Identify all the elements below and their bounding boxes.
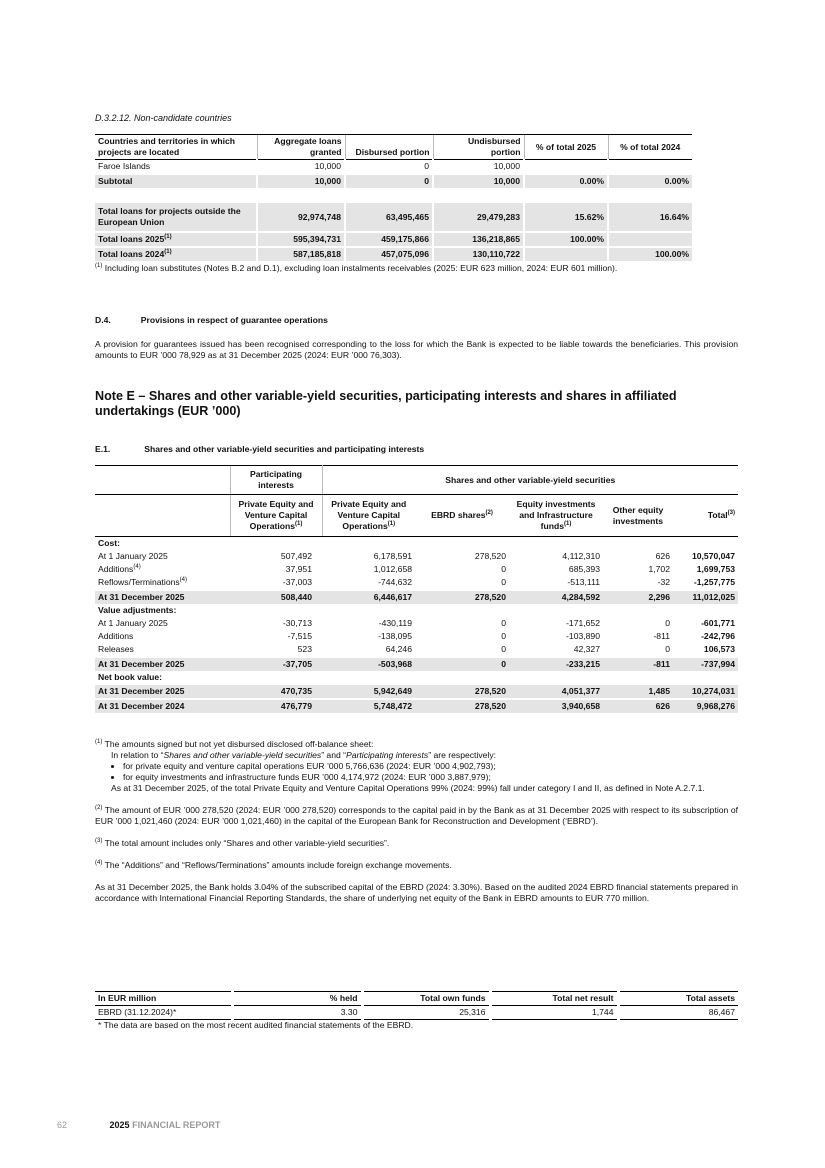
table-cell: 15.62% [524,202,608,232]
table-cell: 508,440 [230,590,322,604]
table-cell [608,232,692,247]
table-cell: 4,112,310 [562,551,600,561]
table-cell: 0 [501,644,506,654]
table-cell: 0 [345,174,433,188]
table-cell: -811 [653,631,670,641]
table-cell [230,604,322,617]
table-cell [230,671,322,685]
row-label: Value adjustments: [98,605,177,615]
table-cell [415,671,509,685]
table-cell: 10,000 [433,160,524,175]
row-label: At 31 December 2025 [95,590,230,604]
table-cell: 0.00% [524,174,608,188]
table-row [95,604,738,617]
table-cell [603,604,673,617]
ebrd-table [95,991,738,1020]
table-cell: 63,495,465 [345,202,433,232]
table-header-cell: Aggregate loans granted [257,135,345,160]
non-candidate-table-wrap [95,134,692,274]
table-cell: 106,573 [703,644,735,654]
ebrd-cell: 1,744 [490,1006,618,1020]
table-cell: -30,713 [282,618,312,628]
footnote-3: $^{(3)}$ The total amount includes only “Shares and other variable-yield securities”. [95,838,390,848]
table-cell: 0 [415,657,509,671]
table-cell: 0 [665,618,670,628]
table-cell: -430,119 [378,618,412,628]
table-cell: 523 [297,644,312,654]
table-cell: 6,178,591 [373,551,412,561]
table-cell: -7,515 [287,631,312,641]
table-cell: -601,771 [701,618,735,628]
table-cell: 5,748,472 [322,699,415,713]
table-cell [509,671,603,685]
table-cell: 3,940,658 [509,699,603,713]
table-cell: 1,012,658 [373,564,412,574]
ebrd-header-cell: In EUR million [95,992,232,1006]
table-header-cell: Undisbursed portion [433,135,524,160]
table-cell: 0 [501,618,506,628]
ebrd-header-cell: % held [232,992,362,1006]
table-cell [509,604,603,617]
table-cell [603,537,673,551]
table-cell: 0 [501,577,506,587]
table-row [95,202,692,232]
table-row [95,247,692,261]
table-cell: 64,246 [385,644,412,654]
footnote-1-bullets [95,761,738,783]
table-cell [524,160,608,175]
table-cell: 0 [665,644,670,654]
table-cell [322,537,415,551]
ebrd-note: * The data are based on the most recent audited financial statements of the EBRD. [98,1020,414,1030]
table-cell: 507,492 [280,551,312,561]
spacer-row [95,188,692,202]
table-cell: Total loans 2025$^{(1)}$ [95,232,257,247]
footnote-4: $^{(4)}$ The “Additions” and “Reflows/Terminations” amounts include foreign exchange movements. [95,860,452,870]
table-cell: 10,000 [433,174,524,188]
table-cell: -37,003 [282,577,312,587]
empty-header [95,495,230,537]
table-cell: 10,000 [257,160,345,175]
footnote-2: $^{(2)}$ The amount of EUR ’000 278,520 (2024: EUR ’000 278,520) corresponds to the capital paid in by the Bank as at 31 December 2025 with respect to its subscription of EUR ’000 1,021,460 (2024: EUR ’000 1,021,460) in the capital of the European Bank for Reconstruction and Development (‘EBRD’). [95,805,738,826]
note-e-title: Note E – Shares and other variable-yield securities, participating interests and shares in affiliated undertakings (EUR ’000) [95,389,677,418]
page-number: 62 [57,1120,68,1130]
table-cell [673,537,738,551]
ebrd-table-wrap [95,991,738,1031]
row-label: Net book value: [98,672,162,682]
footnote-1-category: As at 31 December 2025, of the total Private Equity and Venture Capital Operations 99% (2024: 99%) fall under category I and II, as defined in Note A.2.7.1. [111,783,705,793]
table-cell: -513,111 [567,577,600,587]
table-row [95,550,738,563]
table-cell: 685,393 [568,564,600,574]
table-cell: -233,215 [509,657,603,671]
column-header: Other equity investments [603,495,673,537]
column-header: Total$^{(3)}$ [673,495,738,537]
table-cell: 476,779 [230,699,322,713]
table-cell: 0 [501,631,506,641]
table-cell: 10,000 [257,174,345,188]
table-row [95,657,738,671]
table-cell: -1,257,775 [693,577,735,587]
table-header-cell: Countries and territories in which projects are located [95,135,257,160]
table-cell: 92,974,748 [257,202,345,232]
table-cell: -138,095 [378,631,412,641]
table-row [95,617,738,630]
loans-footnote: $^{(1)}$ Including loan substitutes (Notes B.2 and D.1), excluding loan instalments receivables (2025: EUR 623 million, 2024: EUR 601 million). [95,263,618,273]
row-label: At 31 December 2025 [95,657,230,671]
table-header-cell: % of total 2024 [608,135,692,160]
table-cell: 587,185,818 [257,247,345,261]
table-row [95,232,692,247]
table-cell: Total loans 2024$^{(1)}$ [95,247,257,261]
table-cell [673,604,738,617]
ebrd-header-cell: Total assets [618,992,738,1006]
shares-header: Shares and other variable-yield securities [322,466,738,495]
row-label: Additions [98,631,134,641]
ebrd-cell: EBRD (31.12.2024)* [95,1006,232,1020]
e1-heading: E.1. Shares and other variable-yield securities and participating interests [95,444,425,454]
e1-footnotes [95,739,738,904]
column-header: Private Equity and Venture Capital Operations$^{(1)}$ [230,495,322,537]
table-cell: 29,479,283 [433,202,524,232]
table-cell: 10,570,047 [691,551,735,561]
table-cell [322,604,415,617]
table-cell: 595,394,731 [257,232,345,247]
row-label: Cost: [98,538,120,548]
table-row [95,590,738,604]
table-cell: 626 [603,699,673,713]
table-cell [608,160,692,175]
table-cell: 2,296 [603,590,673,604]
table-cell: -103,890 [566,631,600,641]
table-cell: 0 [501,564,506,574]
table-cell: -503,968 [322,657,415,671]
d4-heading: D.4. Provisions in respect of guarantee operations [95,315,328,325]
page-footer [57,1120,220,1130]
table-cell: 470,735 [230,685,322,700]
table-cell: 4,051,377 [509,685,603,700]
table-cell: 0.00% [608,174,692,188]
footnote-1-bullet: • for private equity and venture capital operations EUR ’000 5,766,636 (2024: EUR ’000 4,902,793); [123,761,738,772]
table-row [95,537,738,551]
table-header-cell: Disbursed portion [345,135,433,160]
table-row [95,174,692,188]
table-cell: 130,110,722 [433,247,524,261]
table-row [95,685,738,700]
shares-table [95,465,738,713]
table-cell: -171,652 [566,618,600,628]
table-row [95,671,738,685]
row-label: At 31 December 2024 [95,699,230,713]
table-cell [322,671,415,685]
ebrd-cell: 86,467 [618,1006,738,1020]
ebrd-cell: 25,316 [362,1006,490,1020]
row-label: Additions$^{(4)}$ [98,564,141,574]
table-cell: 4,284,592 [509,590,603,604]
ebrd-header-cell: Total net result [490,992,618,1006]
table-cell: 278,520 [415,590,509,604]
table-cell: 1,702 [648,564,670,574]
table-cell: 37,951 [285,564,312,574]
ebrd-paragraph: As at 31 December 2025, the Bank holds 3.04% of the subscribed capital of the EBRD (2024: 3.30%). Based on the audited 2024 EBRD financial statements prepared in accordance with International Financial Reporting Standards, the share of underlying net equity of the Bank in EBRD amounts to EUR 770 million. [95,882,739,903]
table-cell [524,247,608,261]
column-header: EBRD shares$^{(2)}$ [415,495,509,537]
table-cell [415,604,509,617]
table-row [95,160,692,175]
table-cell: 9,968,276 [673,699,738,713]
table-row [95,643,738,657]
section-title: D.3.2.12. Non-candidate countries [95,113,232,123]
table-cell [230,537,322,551]
e1-table-wrap [95,465,738,713]
ebrd-cell: 3.30 [232,1006,362,1020]
non-candidate-table [95,134,692,261]
table-cell: -744,632 [378,577,412,587]
table-cell: 6,446,617 [322,590,415,604]
footer-label: FINANCIAL REPORT [132,1120,221,1130]
footnote-1: $^{(1)}$ The amounts signed but not yet disbursed disclosed off-balance sheet: [95,739,374,749]
row-label: At 1 January 2025 [98,551,168,561]
table-row [95,699,738,713]
table-header-cell: % of total 2025 [524,135,608,160]
table-cell: 11,012,025 [673,590,738,604]
participating-interests-header: Participating interests [230,466,322,495]
table-cell: -242,796 [701,631,735,641]
table-cell: 278,520 [415,699,509,713]
table-cell: 457,075,096 [345,247,433,261]
row-label: At 1 January 2025 [98,618,168,628]
table-cell: -37,705 [230,657,322,671]
table-cell: Faroe Islands [98,161,151,171]
table-row [95,576,738,590]
table-cell: 42,327 [573,644,600,654]
ebrd-header-cell: Total own funds [362,992,490,1006]
table-cell [603,671,673,685]
table-cell: 1,699,753 [696,564,735,574]
table-cell: 459,175,866 [345,232,433,247]
table-cell: 0 [345,160,433,175]
table-row [95,630,738,643]
footnote-1-bullet: • for equity investments and infrastructure funds EUR ’000 4,174,972 (2024: EUR ’000 3,887,979); [123,772,738,783]
row-label: Reflows/Terminations$^{(4)}$ [98,577,188,587]
column-header: Equity investments and Infrastructure funds$^{(1)}$ [509,495,603,537]
table-cell: 5,942,649 [322,685,415,700]
table-cell: 136,218,865 [433,232,524,247]
table-cell: 16.64% [608,202,692,232]
table-cell: 100.00% [524,232,608,247]
table-cell: 278,520 [415,685,509,700]
table-cell [509,537,603,551]
table-cell: 626 [655,551,670,561]
table-cell: -737,994 [673,657,738,671]
table-cell: -32 [657,577,670,587]
table-cell [673,671,738,685]
table-cell: 100.00% [608,247,692,261]
table-cell [415,537,509,551]
footer-year: 2025 [109,1120,130,1130]
table-row [95,563,738,576]
footnote-1-relation: In relation to “Shares and other variable-yield securities” and “Participating interests” are respectively: [111,750,497,760]
table-cell: 10,274,031 [673,685,738,700]
table-cell: 278,520 [474,551,506,561]
row-label: At 31 December 2025 [95,685,230,700]
table-cell: -811 [603,657,673,671]
table-cell: 1,485 [603,685,673,700]
row-label: Releases [98,644,134,654]
column-header: Private Equity and Venture Capital Operations$^{(1)}$ [322,495,415,537]
table-cell: Subtotal [95,174,257,188]
d4-text: A provision for guarantees issued has been recognised corresponding to the loss for which the Bank is expected to be liable towards the beneficiaries. This provision amounts to EUR ’000 78,929 as at 31 December 2025 (2024: EUR ’000 76,303). [95,339,738,360]
table-cell: Total loans for projects outside the European Union [95,202,257,232]
